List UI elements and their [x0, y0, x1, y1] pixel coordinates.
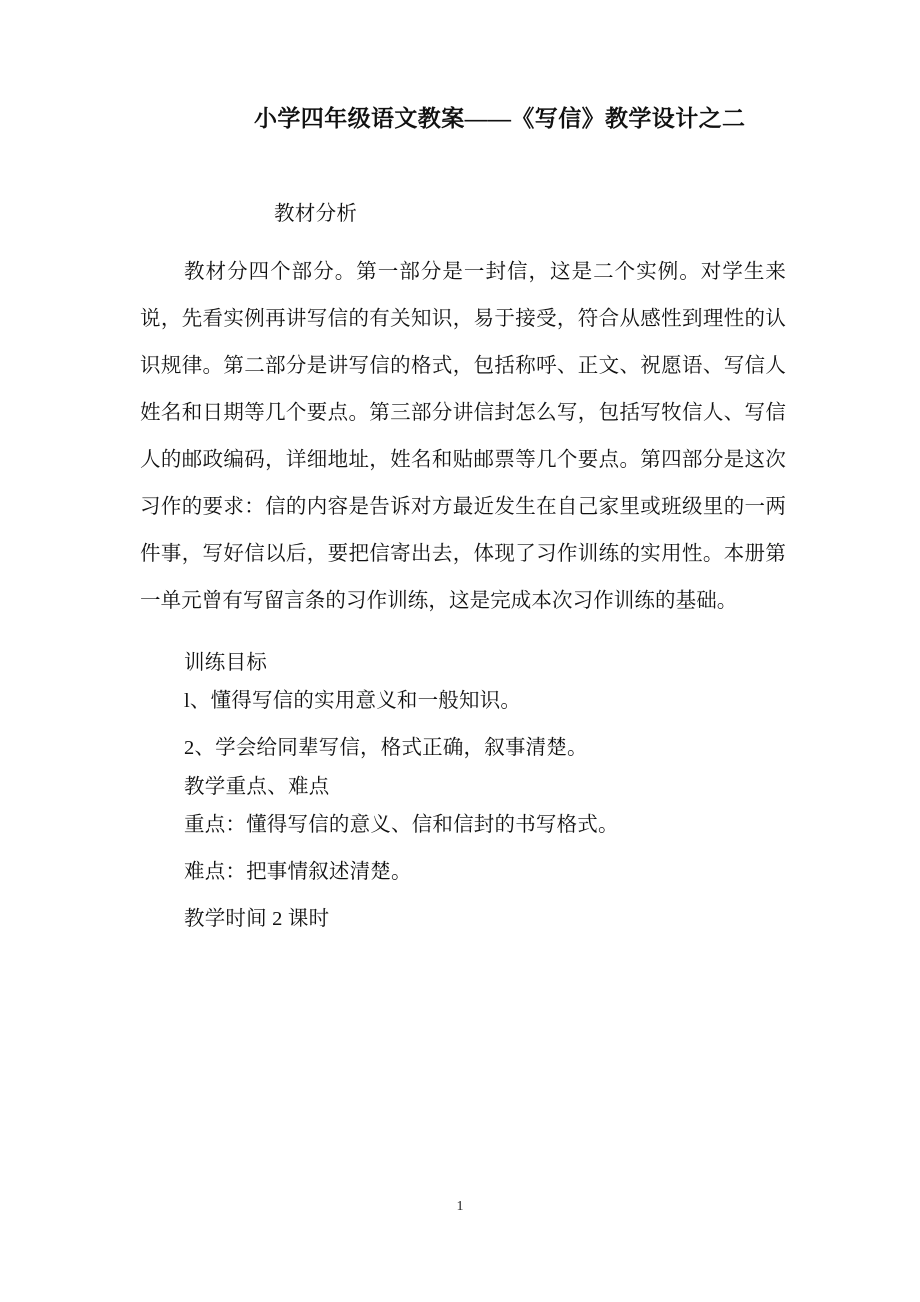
- paragraph-material-analysis: 教材分四个部分。第一部分是一封信，这是二个实例。对学生来说，先看实例再讲写信的有关知识，易于接受，符合从感性到理性的认识规律。第二部分是讲写信的格式，包括称呼、正文、祝愿语、写信人姓名和日期等几个要点。第三部分讲信封怎么写，包括写牧信人、写信人的邮政编码，详细地址，姓名和贴邮票等几个要点。第四部分是这次习作的要求：信的内容是告诉对方最近发生在自己家里或班级里的一两件事，写好信以后，要把信寄出去，体现了习作训练的实用性。本册第一单元曾有写留言条的习作训练，这是完成本次习作训练的基础。: [140, 261, 786, 612]
- document-content: [140, 0, 786, 943]
- section-heading-key-difficult-points: 教学重点、难点: [184, 776, 330, 798]
- teaching-time-line: 教学时间 2 课时: [184, 908, 330, 930]
- list-item: l、懂得写信的实用意义和一般知识。: [184, 690, 522, 712]
- list-item: 难点：把事情叙述清楚。: [184, 861, 412, 883]
- list-item: 重点：懂得写信的意义、信和信封的书写格式。: [184, 814, 619, 836]
- section-heading-training-goals: 训练目标: [184, 652, 268, 674]
- page-number: 1: [456, 1199, 464, 1214]
- section-heading-material-analysis: 教材分析: [274, 203, 358, 225]
- spacer: [140, 625, 786, 648]
- list-item: 2、学会给同辈写信，格式正确，叙事清楚。: [184, 737, 588, 759]
- page-title: 小学四年级语文教案——《写信》教学设计之二: [254, 106, 746, 131]
